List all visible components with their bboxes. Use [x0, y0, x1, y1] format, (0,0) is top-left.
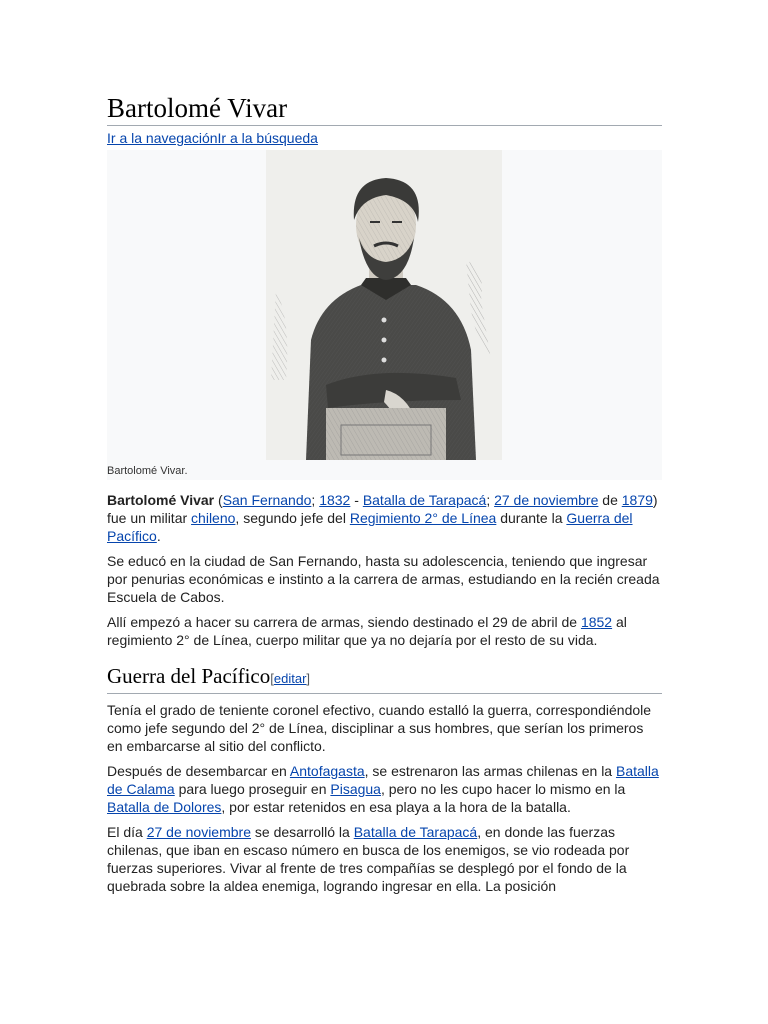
link-batalla-tarapaca[interactable]: Batalla de Tarapacá: [362, 492, 487, 508]
rank-paragraph: Tenía el grado de teniente coronel efectivo, cuando estalló la guerra, correspondiéndole como jefe segundo del 2° de Línea, disciplinar a sus hombres, que serían los primeros en embarcarse al sitio del conflicto.: [107, 702, 652, 754]
campaign-text-3: para luego proseguir en: [174, 781, 331, 797]
link-regimiento[interactable]: Regimiento 2° de Línea: [349, 510, 497, 526]
tarapaca-paragraph: [107, 823, 662, 895]
intro-text-7: , segundo jefe del: [235, 510, 350, 526]
subject-name: Bartolomé Vivar: [107, 492, 215, 508]
link-27-noviembre-2[interactable]: 27 de noviembre: [146, 824, 251, 840]
intro-text-6: ) fue un militar: [107, 492, 658, 526]
campaign-text-2: , se estrenaron las armas chilenas en la: [364, 763, 616, 779]
campaign-paragraph: [107, 762, 662, 816]
link-batalla-calama[interactable]: Batalla de Calama: [107, 763, 659, 797]
article-content: [107, 92, 662, 902]
portrait-image[interactable]: [266, 150, 502, 460]
infobox-figure: [107, 150, 662, 480]
career-paragraph: [107, 613, 662, 649]
page-title: Bartolomé Vivar: [107, 92, 662, 126]
link-1832[interactable]: 1832: [319, 492, 351, 508]
link-batalla-dolores[interactable]: Batalla de Dolores: [107, 799, 222, 815]
link-pisagua[interactable]: Pisagua: [330, 781, 381, 797]
link-chileno[interactable]: chileno: [191, 510, 236, 526]
link-1852[interactable]: 1852: [580, 614, 613, 630]
tarapaca-text-1: El día: [107, 824, 147, 840]
edit-bracket-open: [: [270, 671, 274, 686]
skip-links: [107, 129, 662, 147]
education-paragraph: Se educó en la ciudad de San Fernando, hasta su adolescencia, teniendo que ingresar por penurias económicas e instinto a la carrera de armas, estudiando en la recién creada Escuela de Cabos.: [107, 553, 660, 605]
edit-section-link[interactable]: editar: [273, 671, 307, 686]
section-heading-guerra: [107, 663, 662, 694]
tarapaca-text-2: se desarrolló la: [251, 824, 354, 840]
intro-text-9: .: [156, 528, 161, 544]
edit-section: [270, 671, 310, 686]
link-27-noviembre[interactable]: 27 de noviembre: [494, 492, 599, 508]
section-title: Guerra del Pacífico: [107, 664, 271, 688]
intro-text-3: -: [350, 492, 363, 508]
intro-text-4: ;: [486, 492, 495, 508]
intro-paragraph: [107, 491, 662, 545]
campaign-text-5: , por estar retenidos en esa playa a la hora de la batalla.: [221, 799, 571, 815]
campaign-text-1: Después de desembarcar en: [107, 763, 290, 779]
figure-caption: Bartolomé Vivar.: [107, 465, 188, 477]
career-text-2: al regimiento 2° de Línea, cuerpo militar que ya no dejaría por el resto de su vida.: [107, 614, 627, 648]
link-san-fernando[interactable]: San Fernando: [222, 492, 312, 508]
intro-text-8: durante la: [496, 510, 567, 526]
career-text-1: Allí empezó a hacer su carrera de armas, siendo destinado el 29 de abril de: [107, 614, 581, 630]
skip-to-search-link[interactable]: Ir a la búsqueda: [217, 130, 318, 146]
tarapaca-text-3: , en donde las fuerzas chilenas, que iban en escaso número en busca de los enemigos, se vio rodeada por fuerzas superiores. Vivar al frente de tres compañías se desplegó por el fondo de la quebrada sobre la aldea enemiga, logrando ingresar en ella. La posición: [107, 824, 630, 894]
link-antofagasta[interactable]: Antofagasta: [289, 763, 365, 779]
link-guerra-pacifico[interactable]: Guerra del Pacífico: [107, 510, 633, 544]
portrait-engraving: [266, 150, 502, 460]
intro-text-1: (: [214, 492, 223, 508]
campaign-text-4: , pero no les cupo hacer lo mismo en la: [380, 781, 626, 797]
skip-to-navigation-link[interactable]: Ir a la navegación: [107, 130, 218, 146]
edit-bracket-close: ]: [306, 671, 311, 686]
intro-text-2: ;: [311, 492, 320, 508]
intro-text-5: de: [598, 492, 622, 508]
link-batalla-tarapaca-2[interactable]: Batalla de Tarapacá: [353, 824, 478, 840]
link-1879[interactable]: 1879: [621, 492, 653, 508]
